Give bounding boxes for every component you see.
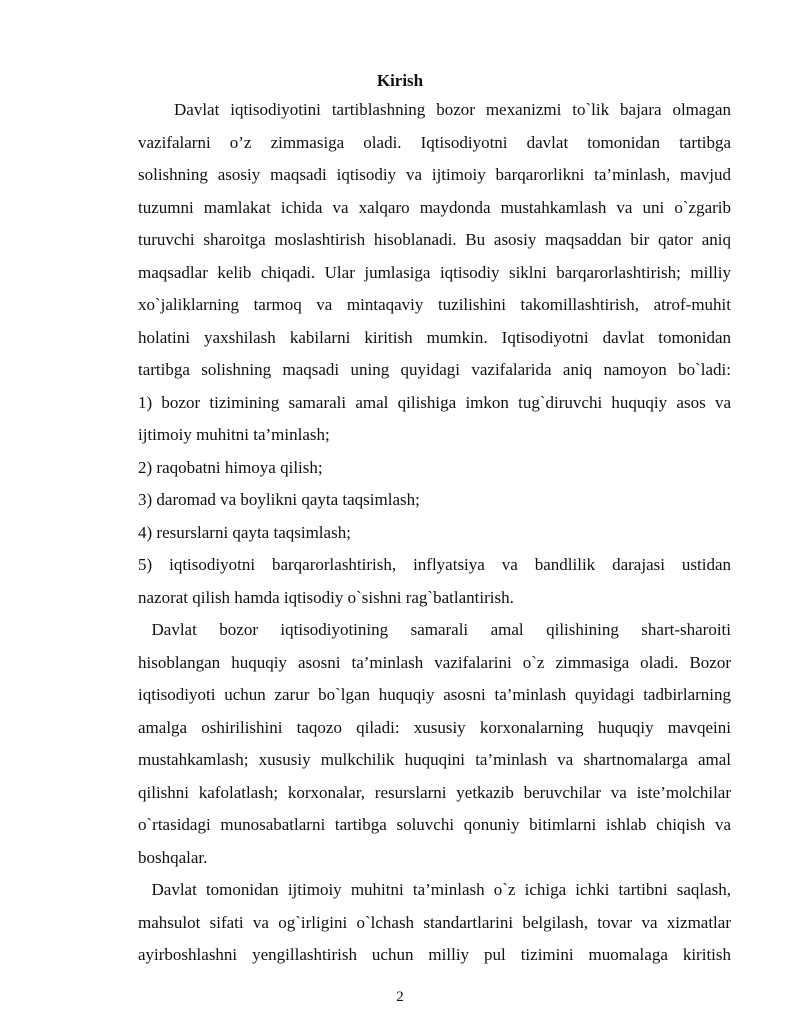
text-line: qilishni kafolatlash; korxonalar, resurslarni yetkazib beruvchilar va iste’molchilar [138,782,731,802]
text-line: solishning asosiy maqsadi iqtisodiy va ijtimoiy barqarorlikni ta’minlash, mavjud [138,165,731,184]
text-line: 5) iqtisodiyotni barqarorlashtirish, inflyatsiya va bandlilik darajasi ustidan [138,555,731,574]
text-line: Davlat bozor iqtisodiyotining samarali amal qilishining shart-sharoiti [151,620,731,639]
document-body [138,94,731,972]
text-line: o`rtasidagi munosabatlarni tartibga soluvchi qonuniy bitimlarni ishlab chiqish va [138,815,731,834]
text-line: Davlat iqtisodiyotini tartiblashning bozor mexanizmi to`lik bajara olmagan [174,100,731,119]
text-line: mustahkamlash; xususiy mulkchilik huquqini ta’minlash va shartnomalarga amal [138,750,731,769]
text-line: hisoblangan huquqiy asosni ta’minlash vazifalarini o`z zimmasiga oladi. Bozor [138,652,731,672]
text-line: ayirboshlashni yengillashtirish uchun milliy pul tizimini muomalaga kiritish [138,945,731,964]
text-line: 2) raqobatni himoya qilish; [138,457,323,477]
text-line: vazifalarni o’z zimmasiga oladi. Iqtisodiyotni davlat tomonidan tartibga [138,132,731,152]
text-line: mahsulot sifati va og`irligini o`lchash standartlarini belgilash, tovar va xizmatlar [138,912,731,932]
text-line: Davlat tomonidan ijtimoiy muhitni ta’minlash o`z ichiga ichki tartibni saqlash, [151,880,731,899]
text-line: xo`jaliklarning tarmoq va mintaqaviy tuzilishini takomillashtirish, atrof-muhit [138,295,731,314]
text-line: 1) bozor tizimining samarali amal qilishiga imkon tug`diruvchi huquqiy asos va [138,392,731,412]
text-line: ijtimoiy muhitni ta’minlash; [138,425,330,444]
text-line: 4) resurslarni qayta taqsimlash; [138,522,351,542]
page-number: 2 [396,989,404,1005]
text-line: maqsadlar kelib chiqadi. Ular jumlasiga iqtisodiy siklni barqarorlashtirish; milliy [138,262,731,282]
text-line: tuzumni mamlakat ichida va xalqaro maydonda mustahkamlash va uni o`zgarib [138,197,731,217]
document-title: Kirish [376,71,424,90]
text-line: iqtisodiyoti uchun zarur bo`lgan huquqiy asosni ta’minlash quyidagi tadbirlarning [138,685,731,704]
text-line: boshqalar. [138,847,208,867]
text-line: 3) daromad va boylikni qayta taqsimlash; [138,490,420,509]
text-line: holatini yaxshilash kabilarni kiritish mumkin. Iqtisodiyotni davlat tomonidan [138,327,731,347]
text-line: amalga oshirilishini taqozo qiladi: xususiy korxonalarning huquqiy mavqeini [138,717,731,737]
text-line: tartibga solishning maqsadi uning quyidagi vazifalarida aniq namoyon bo`ladi: [138,360,731,379]
text-line: turuvchi sharoitga moslashtirish hisoblanadi. Bu asosiy maqsaddan bir qator aniq [138,230,731,249]
text-line: nazorat qilish hamda iqtisodiy o`sishni rag`batlantirish. [138,587,514,607]
